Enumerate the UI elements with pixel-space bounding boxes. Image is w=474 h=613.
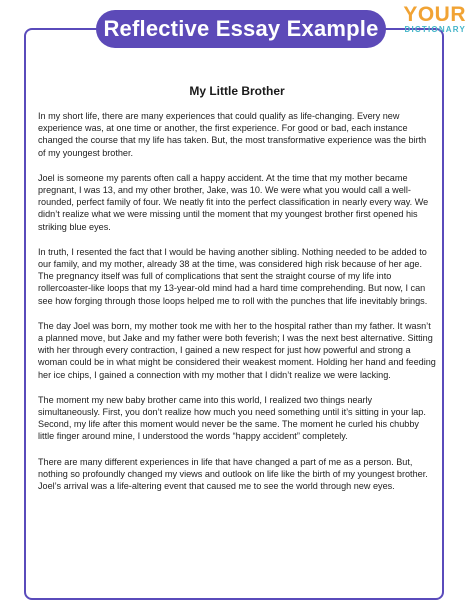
banner-title: Reflective Essay Example: [96, 10, 386, 48]
essay-title: My Little Brother: [189, 84, 285, 98]
essay-body: [38, 84, 436, 505]
essay-paragraph-2: Joel is someone my parents often call a happy accident. At the time that my mother became pregnant, I was 13, and my other brother, Jake, was 10. We were what you would call a well-rounded, perfect family of four. We neatly fit into the perfect classification in nearly every way. We didn’t realize what we were missing until the moment that my youngest brother first opened his striking blue eyes.: [38, 172, 429, 232]
yourdictionary-logo[interactable]: [396, 4, 466, 38]
essay-paragraph-4: The day Joel was born, my mother took me with her to the hospital rather than my father. It wasn’t a planned move, but Jake and my father were both feverish; I was the next best alternative. Sitting with her through every contraction, I gained a new respect for just how powerful and strong a woman could be in what might be considered their weakest moment. Holding her hand and feeding her ice chips, I gained a connection with my mother that I didn’t realize we were lacking.: [38, 320, 436, 380]
essay-paragraph-1: In my short life, there are many experiences that could qualify as life-changing. Every new experience was, at one time or another, the first experience. For good or bad, each instance changed the course that my life has taken. But, the most transformative experience was the birth of my youngest brother.: [38, 111, 427, 158]
logo-word: YOUR: [403, 3, 466, 26]
essay-paragraph-3: In truth, I resented the fact that I would be having another sibling. Nothing needed to be added to our family, and my mother, already 38 at the time, was considered high risk because of her age. The pregnancy itself was full of complications that sent the straight course of my life into rollercoaster-like loops that my 13-year-old mind had a hard time comprehending. But now, I can see how forging through those loops helped me to roll with the punches that life inevitably brings.: [38, 246, 428, 306]
essay-paragraph-6: There are many different experiences in life that have changed a part of me as a person. But, nothing so profoundly changed my views and outlook on life like the birth of my youngest brother. Joel’s arrival was a life-altering event that caused me to see the world through new eyes.: [38, 456, 428, 492]
essay-paragraph-5: The moment my new baby brother came into this world, I realized two things nearly simultaneously. First, you don’t realize how much you need something until it’s sitting in your lap. Second, my life after this moment would never be the same. The moment he curled his chubby little finger around mine, I understood the words “happy accident” completely.: [38, 394, 426, 442]
logo-subtitle: DICTIONARY: [404, 25, 466, 34]
